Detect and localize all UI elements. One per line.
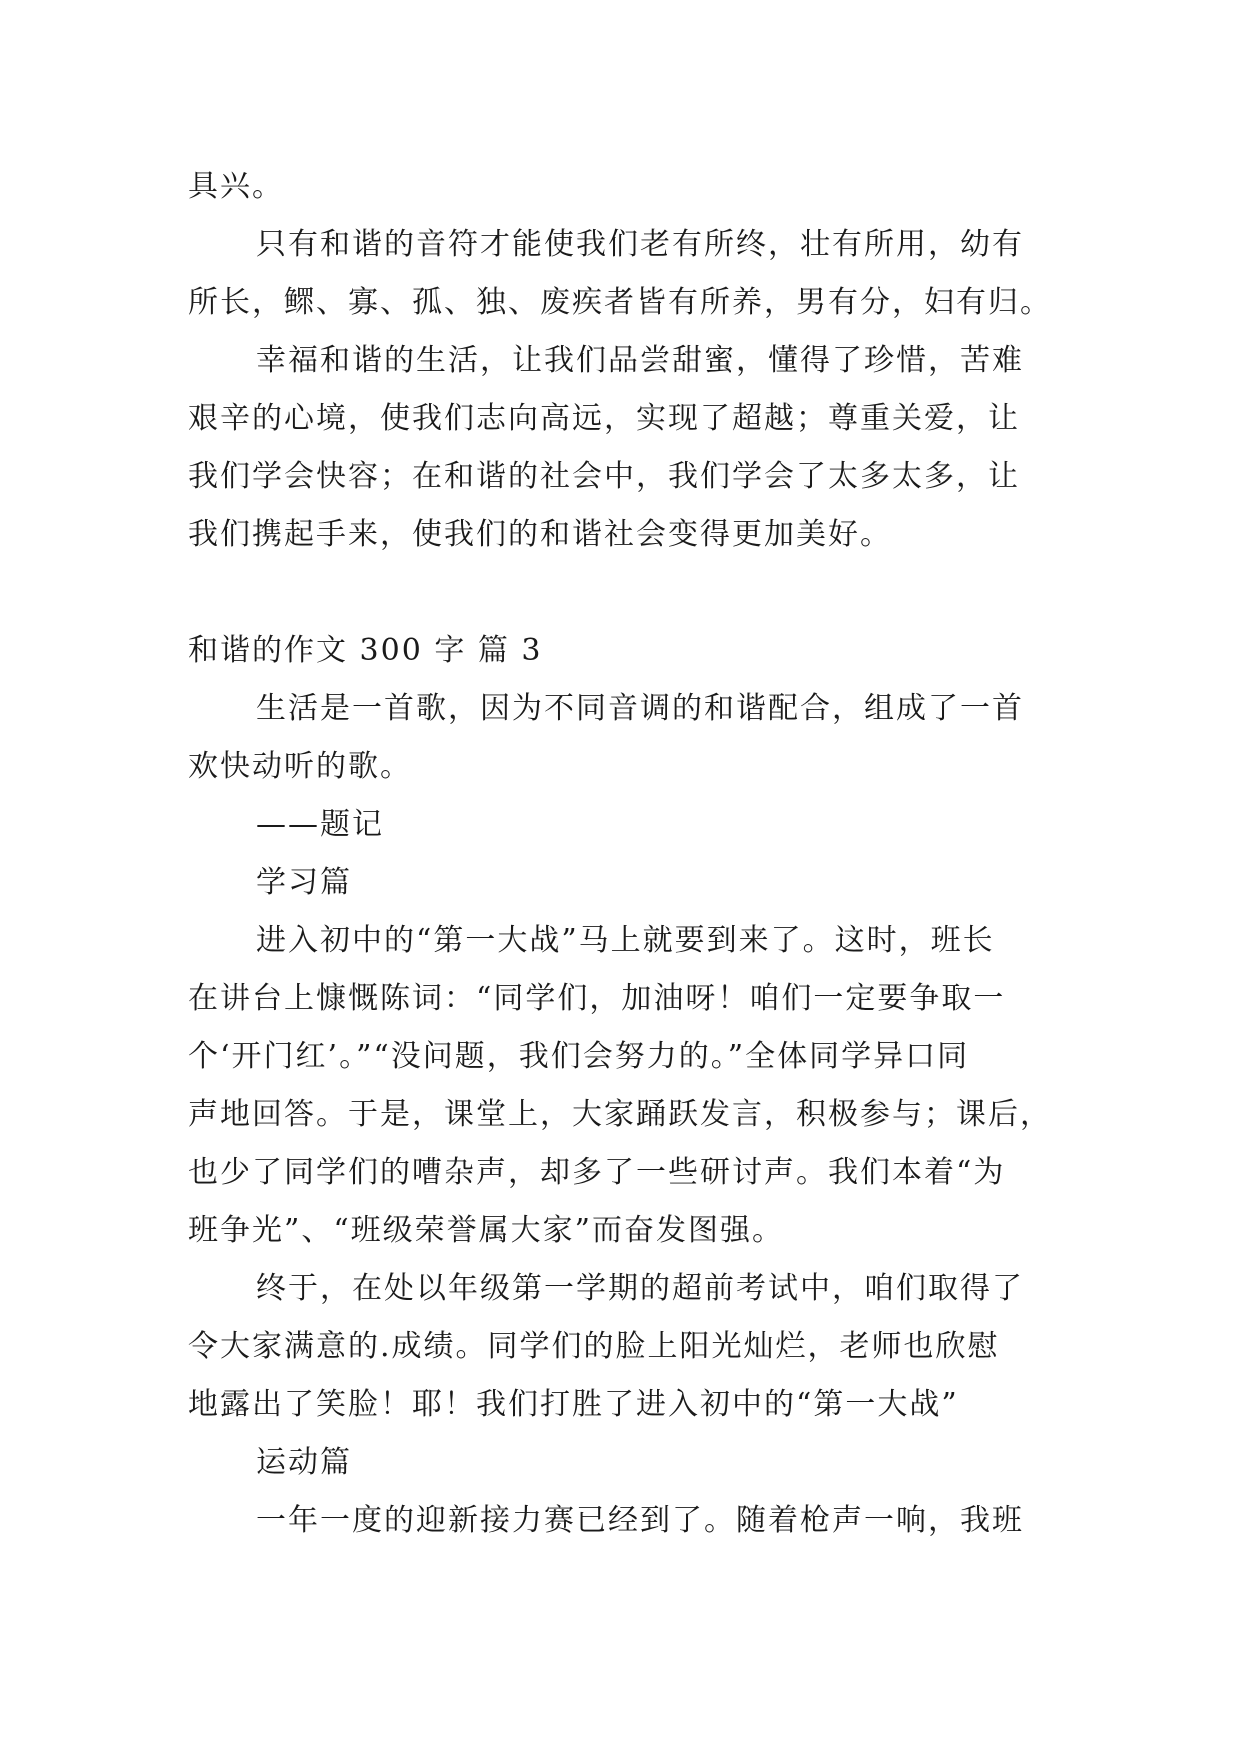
text-line: 只有和谐的音符才能使我们老有所终，壮有所用，幼有 — [256, 227, 1024, 262]
section-spacer — [188, 564, 1068, 622]
text-line: 个‘开门红’。”“没问题，我们会努力的。”全体同学异口同 — [188, 1039, 970, 1074]
text-line: 幸福和谐的生活，让我们品尝甜蜜，懂得了珍惜，苦难 — [256, 343, 1024, 378]
document-body — [188, 158, 1068, 1550]
text-line: 在讲台上慷慨陈词：“同学们，加油呀！咱们一定要争取一 — [188, 981, 1006, 1016]
text-line: 一年一度的迎新接力赛已经到了。随着枪声一响，我班 — [256, 1503, 1024, 1538]
text-line: 具兴。 — [188, 169, 284, 204]
text-line: 艰辛的心境，使我们志向高远，实现了超越；尊重关爱，让 — [188, 401, 1020, 436]
text-line: 也少了同学们的嘈杂声，却多了一些研讨声。我们本着“为 — [188, 1155, 1006, 1190]
text-line: 班争光”、“班级荣誉属大家”而奋发图强。 — [188, 1213, 785, 1248]
text-line: 进入初中的“第一大战”马上就要到来了。这时，班长 — [256, 923, 995, 958]
text-line: 终于，在处以年级第一学期的超前考试中，咱们取得了 — [256, 1271, 1024, 1306]
text-line: 我们学会快容；在和谐的社会中，我们学会了太多太多，让 — [188, 459, 1020, 494]
text-line: 欢快动听的歌。 — [188, 749, 412, 784]
text-line: 声地回答。于是，课堂上，大家踊跃发言，积极参与；课后， — [188, 1097, 1052, 1132]
paragraph-group-2 — [188, 680, 1068, 1550]
text-line: ——题记 — [256, 807, 384, 842]
text-line: 所长，鳏、寡、孤、独、废疾者皆有所养，男有分，妇有归。 — [188, 285, 1052, 320]
text-line: 我们携起手来，使我们的和谐社会变得更加美好。 — [188, 517, 892, 552]
text-line: 地露出了笑脸！耶！我们打胜了进入初中的“第一大战” — [188, 1387, 959, 1422]
text-line: 令大家满意的.成绩。同学们的脸上阳光灿烂，老师也欣慰 — [188, 1329, 1000, 1364]
text-line: 学习篇 — [256, 865, 352, 900]
text-line: 运动篇 — [256, 1445, 352, 1480]
section-heading: 和谐的作文 300 字 篇 3 — [188, 633, 543, 668]
paragraph-group-1 — [188, 158, 1068, 564]
text-line: 生活是一首歌，因为不同音调的和谐配合，组成了一首 — [256, 691, 1024, 726]
